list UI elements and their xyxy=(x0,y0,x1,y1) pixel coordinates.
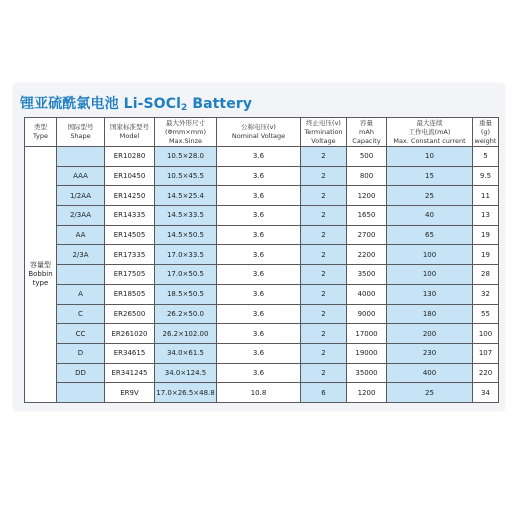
cell-size: 17.0×33.5 xyxy=(155,245,217,265)
cell-size: 34.0×124.5 xyxy=(155,363,217,383)
cell-voltage: 3.6 xyxy=(217,363,301,383)
cell-weight: 32 xyxy=(473,284,499,304)
cell-capacity: 1200 xyxy=(347,383,387,403)
cell-capacity: 19000 xyxy=(347,343,387,363)
cell-model: ER261020 xyxy=(105,324,155,344)
cell-current: 230 xyxy=(387,343,473,363)
cell-size: 26.2×102.00 xyxy=(155,324,217,344)
cell-voltage: 3.6 xyxy=(217,225,301,245)
table-row xyxy=(25,324,499,344)
cell-voltage: 3.6 xyxy=(217,284,301,304)
column-header-line: 国家标准型号 xyxy=(110,123,149,131)
table-row xyxy=(25,225,499,245)
column-header-shape xyxy=(57,118,105,147)
cell-shape: AA xyxy=(57,225,105,245)
table-row xyxy=(25,186,499,206)
cell-termination: 2 xyxy=(301,265,347,285)
cell-weight: 55 xyxy=(473,304,499,324)
cell-weight: 13 xyxy=(473,206,499,226)
title-prefix: 锂亚硫酰氯电池 Li-SOCl xyxy=(20,96,181,112)
cell-shape: AAA xyxy=(57,166,105,186)
column-header-line: weight xyxy=(474,136,497,145)
column-header-line: 容量 xyxy=(360,118,373,127)
cell-shape: D xyxy=(57,343,105,363)
cell-termination: 2 xyxy=(301,363,347,383)
cell-current: 65 xyxy=(387,225,473,245)
page-title xyxy=(20,93,252,113)
cell-voltage: 3.6 xyxy=(217,166,301,186)
column-header-voltage xyxy=(217,118,301,147)
cell-capacity: 500 xyxy=(347,147,387,167)
cell-voltage: 3.6 xyxy=(217,147,301,167)
cell-capacity: 4000 xyxy=(347,284,387,304)
cell-termination: 2 xyxy=(301,147,347,167)
table-row xyxy=(25,206,499,226)
cell-voltage: 3.6 xyxy=(217,265,301,285)
column-header-model xyxy=(105,118,155,147)
cell-model: ER17335 xyxy=(105,245,155,265)
column-header-size xyxy=(155,118,217,147)
cell-shape xyxy=(57,147,105,167)
cell-capacity: 1650 xyxy=(347,206,387,226)
cell-voltage: 3.6 xyxy=(217,304,301,324)
cell-current: 25 xyxy=(387,383,473,403)
type-label-en1: Bobbin xyxy=(28,270,53,278)
column-header-line: 公称电压(v) xyxy=(241,123,276,131)
column-header-line: 国际型号 xyxy=(67,123,94,131)
cell-capacity: 3500 xyxy=(347,265,387,285)
cell-termination: 2 xyxy=(301,245,347,265)
column-header-line: 重量 xyxy=(479,118,492,127)
column-header-line: 最大外形尺寸 xyxy=(166,118,205,127)
cell-model: ER10280 xyxy=(105,147,155,167)
column-header-termination xyxy=(301,118,347,147)
column-header-line: Max.Sinze xyxy=(169,136,202,145)
cell-model: ER9V xyxy=(105,383,155,403)
table-row xyxy=(25,383,499,403)
column-header-line: 类型 xyxy=(34,123,47,131)
cell-capacity: 2200 xyxy=(347,245,387,265)
cell-model: ER34615 xyxy=(105,343,155,363)
column-header-line: Termination xyxy=(304,127,343,136)
cell-size: 10.5×28.0 xyxy=(155,147,217,167)
cell-capacity: 35000 xyxy=(347,363,387,383)
column-header-line: 工作电流(mA) xyxy=(408,127,451,136)
cell-size: 14.5×33.5 xyxy=(155,206,217,226)
cell-termination: 2 xyxy=(301,304,347,324)
cell-termination: 2 xyxy=(301,284,347,304)
cell-termination: 2 xyxy=(301,206,347,226)
table-body xyxy=(25,147,499,403)
cell-current: 40 xyxy=(387,206,473,226)
cell-capacity: 800 xyxy=(347,166,387,186)
column-header-line: 终止电压(v) xyxy=(306,118,341,127)
cell-size: 14.5×50.5 xyxy=(155,225,217,245)
cell-shape: C xyxy=(57,304,105,324)
column-header-line: Type xyxy=(33,132,48,140)
title-suffix: Battery xyxy=(187,96,253,112)
cell-model: ER26500 xyxy=(105,304,155,324)
column-header-line: Voltage xyxy=(311,136,336,145)
cell-size: 34.0×61.5 xyxy=(155,343,217,363)
cell-shape: 2/3AA xyxy=(57,206,105,226)
cell-shape: A xyxy=(57,284,105,304)
cell-model: ER14505 xyxy=(105,225,155,245)
cell-current: 200 xyxy=(387,324,473,344)
cell-model: ER10450 xyxy=(105,166,155,186)
cell-current: 100 xyxy=(387,245,473,265)
cell-size: 17.0×26.5×48.8 xyxy=(155,383,217,403)
table-row xyxy=(25,363,499,383)
column-header-capacity xyxy=(347,118,387,147)
cell-current: 130 xyxy=(387,284,473,304)
cell-weight: 19 xyxy=(473,245,499,265)
cell-size: 26.2×50.0 xyxy=(155,304,217,324)
column-header-line: Max. Constant current xyxy=(393,136,466,145)
cell-termination: 2 xyxy=(301,166,347,186)
cell-current: 180 xyxy=(387,304,473,324)
column-header-line: (g) xyxy=(480,127,491,136)
cell-current: 400 xyxy=(387,363,473,383)
type-cell-bobbin xyxy=(25,147,57,403)
type-label-cn: 容量型 xyxy=(30,261,51,269)
table-row xyxy=(25,304,499,324)
column-header-line: Model xyxy=(119,132,140,140)
cell-voltage: 3.6 xyxy=(217,343,301,363)
cell-shape: DD xyxy=(57,363,105,383)
cell-weight: 220 xyxy=(473,363,499,383)
column-header-type xyxy=(25,118,57,147)
cell-voltage: 3.6 xyxy=(217,206,301,226)
cell-voltage: 10.8 xyxy=(217,383,301,403)
table-row xyxy=(25,245,499,265)
cell-termination: 2 xyxy=(301,225,347,245)
table-header-row xyxy=(25,118,499,147)
cell-weight: 100 xyxy=(473,324,499,344)
cell-shape: 2/3A xyxy=(57,245,105,265)
column-header-line: mAh xyxy=(359,127,374,136)
cell-model: ER341245 xyxy=(105,363,155,383)
cell-termination: 6 xyxy=(301,383,347,403)
column-header-current xyxy=(387,118,473,147)
cell-size: 14.5×25.4 xyxy=(155,186,217,206)
column-header-weight xyxy=(473,118,499,147)
cell-size: 10.5×45.5 xyxy=(155,166,217,186)
cell-weight: 34 xyxy=(473,383,499,403)
cell-termination: 2 xyxy=(301,324,347,344)
column-header-line: 最大连续 xyxy=(416,118,443,127)
table-row xyxy=(25,166,499,186)
cell-current: 10 xyxy=(387,147,473,167)
cell-capacity: 17000 xyxy=(347,324,387,344)
cell-capacity: 2700 xyxy=(347,225,387,245)
column-header-line: Shape xyxy=(70,132,91,140)
cell-size: 17.0×50.5 xyxy=(155,265,217,285)
column-header-line: (Φmm×mm) xyxy=(165,127,206,136)
cell-shape xyxy=(57,265,105,285)
cell-current: 15 xyxy=(387,166,473,186)
cell-size: 18.5×50.5 xyxy=(155,284,217,304)
cell-weight: 107 xyxy=(473,343,499,363)
cell-voltage: 3.6 xyxy=(217,186,301,206)
table-row xyxy=(25,147,499,167)
table-row xyxy=(25,265,499,285)
battery-spec-table xyxy=(24,117,499,403)
cell-termination: 2 xyxy=(301,186,347,206)
cell-voltage: 3.6 xyxy=(217,245,301,265)
cell-weight: 28 xyxy=(473,265,499,285)
cell-weight: 5 xyxy=(473,147,499,167)
column-header-line: Capacity xyxy=(352,136,381,145)
cell-shape: CC xyxy=(57,324,105,344)
cell-model: ER14335 xyxy=(105,206,155,226)
cell-weight: 11 xyxy=(473,186,499,206)
cell-weight: 9.5 xyxy=(473,166,499,186)
table-row xyxy=(25,284,499,304)
cell-shape xyxy=(57,383,105,403)
table-row xyxy=(25,343,499,363)
cell-current: 100 xyxy=(387,265,473,285)
cell-model: ER17505 xyxy=(105,265,155,285)
cell-weight: 19 xyxy=(473,225,499,245)
cell-termination: 2 xyxy=(301,343,347,363)
cell-voltage: 3.6 xyxy=(217,324,301,344)
type-label-en2: type xyxy=(32,279,49,287)
column-header-line: Nominal Voltage xyxy=(231,132,286,140)
cell-model: ER14250 xyxy=(105,186,155,206)
title-subscript: 2 xyxy=(180,103,188,113)
cell-shape: 1/2AA xyxy=(57,186,105,206)
cell-capacity: 1200 xyxy=(347,186,387,206)
cell-current: 25 xyxy=(387,186,473,206)
cell-model: ER18505 xyxy=(105,284,155,304)
cell-capacity: 9000 xyxy=(347,304,387,324)
